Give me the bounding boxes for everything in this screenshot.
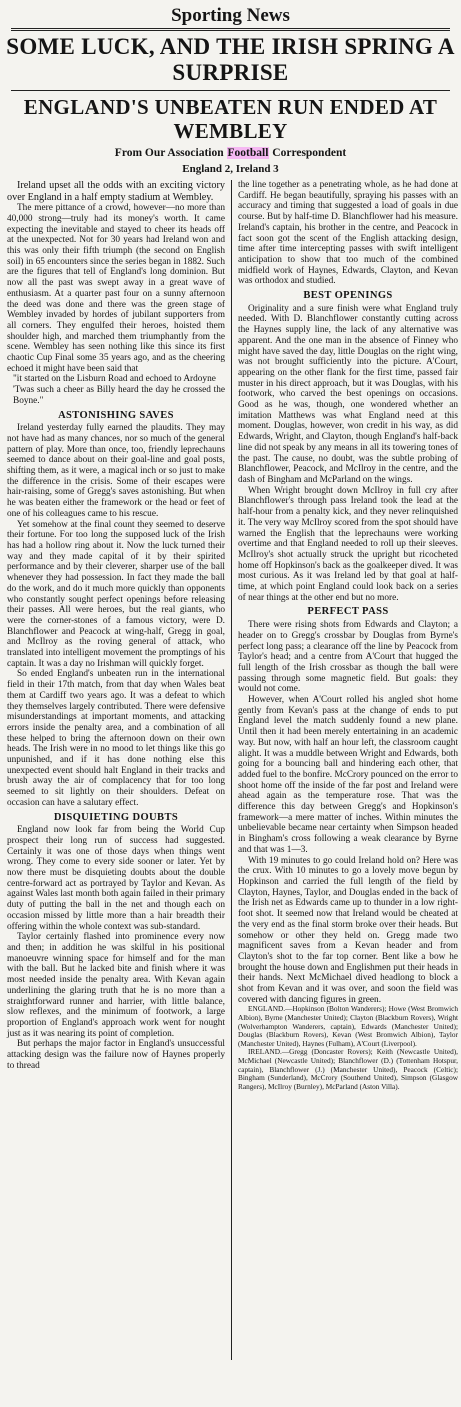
headline-rule — [11, 90, 450, 91]
byline — [5, 146, 456, 161]
byline-prefix: From Our Association — [114, 147, 227, 159]
article-paragraph: There were rising shots from Edwards and Clayton; a header on to Gregg's crossbar by Douglas from Byrne's perfect long pass; a clearance off the line by Peacock from Taylor's head; and a centre from A'Court that hugged the full length of the Irish crossbar as though the ball were passing through some magnetic field. But goals: they would not come. — [238, 620, 458, 695]
team-lineup: IRELAND.—Gregg (Doncaster Rovers); Keith (Newcastle United), McMichael (Newcastle United); Blanchflower (D.) (Tottenham Hotspur, captain), Blanchflower (J.) (Manchester United), Peacock (Celtic); Bingham (Sunderland), McCrory (Southend United), Simpson (Glasgow Rangers), McIlroy (Burnley), McParland (Aston Villa). — [238, 1047, 458, 1091]
article-paragraph: But perhaps the major factor in England's unsuccessful attacking design was the failure now of Haynes properly to thread — [7, 1039, 225, 1071]
left-column — [7, 180, 225, 1071]
column-divider — [231, 180, 232, 1360]
article-paragraph: Ireland yesterday fully earned the plaudits. They may not have had as many chances, nor so much of the general pattern of play. More than once, too, friendly leprechauns seemed to dance about on their goal-line and goal posts, shifting them, as it were, a magical inch or so just to make the difference in the crisis. Some of their escapes were hair-raising, some of Gregg's saves astonishing. But when he was beaten either the framework or the head or feet of one of his colleagues came to his rescue. — [7, 423, 225, 519]
section-subheading: DISQUIETING DOUBTS — [53, 811, 179, 823]
article-paragraph: So ended England's unbeaten run in the international field in their 17th match, from that day when Wales beat them at Cardiff two years ago. It was a defeat to which they themselves largely contributed. There were defensive misunderstandings at important moments, and attacking errors inside the penalty area, and a combination of all these helped to bring the afternoon down on their own heads. The Irish were in no mood to let things like this go unpunished, and if it has done nothing else this unexpected event should halt England in their tracks and brush away the air of complacency that for too long seemed to sit lightly on their shoulders. Defeat on occasion can have a salutary effect. — [7, 669, 225, 808]
section-label: Sporting News — [171, 5, 290, 26]
header-rule — [11, 28, 450, 31]
match-score: England 2, Ireland 3 — [182, 163, 279, 175]
verse-line: 'Twas such a cheer as Billy heard the day he crossed the Boyne." — [13, 385, 225, 406]
sub-headline: ENGLAND'S UNBEATEN RUN ENDED AT WEMBLEY — [23, 95, 438, 143]
article-paragraph: Taylor certainly flashed into prominence every now and then; in addition he was skilful in his positional manoeuvre winning space for himself and for the man with the ball. But he lacked bite and finish where it was most needed inside the penalty area. With Kevan again underlining the glaring truth that he is no more than a straightforward runner and harrier, with little balance, slow reflexes, and the minimum of footwork, a large proportion of England's approach work went for nought just as it was nearing its point of completion. — [7, 932, 225, 1039]
right-column — [238, 180, 458, 1091]
article-paragraph: The mere pittance of a crowd, however—no more than 40,000 strong—truly had its money's worth. It came expecting the inevitable and stayed to cheer its heads off at the unexpected. Not for 30 years had Ireland won and this was only their fifth triumph (the second on English soil) in 65 encounters since the series began in 1882. Such are the figures that tell of England's long dominion. But now all the past was swept away in a great wave of enthusiasm. At a quarter past four on a sunny afternoon the deed was done and there was the green stage of Wembley invaded by hordes of jubilant supporters from all corners. They engulfed their heroes, hoisted them shoulder high, and marched them triumphantly from the scene. Wembley has seen nothing like this since its first chaotic Cup Final some 35 years ago, and as the cheering echoed it might have been said that — [7, 203, 225, 374]
section-subheading: PERFECT PASS — [307, 606, 389, 618]
main-headline: SOME LUCK, AND THE IRISH SPRING A SURPRISE — [6, 34, 455, 85]
article-paragraph: the line together as a penetrating whole, as he had done at Cardiff. He began beautifully, spraying his passes with an accuracy and timing that suggested a load of goals in due course. But by half-time D. Blanchflower had his measure. Ireland's captain, his brother in the centre, and Peacock in fact soon got the scent of the English attacking design, time after time intercepting passes with swift intelligent anticipation to show that too much of the combined midfield work of Haynes, Edwards, Clayton, and Kevan was orthodox and studied. — [238, 180, 458, 287]
team-lineup: ENGLAND.—Hopkinson (Bolton Wanderers); Howe (West Bromwich Albion), Byrne (Manchester United); Clayton (Blackburn Rovers), Wright (Wolverhampton Wanderers, captain), Edwards (Manchester United); Douglas (Blackburn Rovers), Kevan (West Bromwich Albion), Taylor (Manchester United), Haynes (Fulham), A'Court (Liverpool). — [238, 1004, 458, 1048]
article-paragraph: Originality and a sure finish were what England truly needed. With D. Blanchflower constantly cutting across the Haynes supply line, the lack of any alternative was apparent. And the one man in the absence of Finney who might have saved the day, little Douglas on the right wing, was not brought sufficiently into the picture. A'Court, appearing on the other flank for the first time, passed fair muster in his direct approach, but it was Douglas, with his footwork, who carved the best openings on occasions. Good as he was, though, one wondered whether an imitation Matthews was what England need at this moment. Douglas, however, won credit in his way, as did Edwards, Wright, and Clayton, though England's half-back line did not speak by any means in all its towering tones of the past. The cause, no doubt, was the subtle probing of Blanchflower, Peacock, and McIlroy in the centre, and the dash of Bingham and McParland on the wings. — [238, 303, 458, 485]
highlighted-word: Football — [227, 147, 269, 159]
byline-suffix: Correspondent — [269, 147, 347, 159]
article-body — [5, 180, 456, 1360]
article-paragraph: With 19 minutes to go could Ireland hold on? Here was the crux. With 10 minutes to go a lovely move begun by Hopkinson and carried the full length of the field by Clayton, Haynes, Taylor, and Douglas ended in the back of the Irish net as Edwards came up to thunder in a low right-foot shot. It seemed now that Ireland would be cheated at the very end as the final storm broke over their heads. But somehow or other they held on. Gregg made two magnificent saves from a Kevan header and from Clayton's shot to the far top corner. Bent like a bow he brought the house down and Englishmen put their heads in their hands. Next McMichael dived headlong to block a shot from Kevan and it was over, and soon the field was covered with dancing figures in green. — [238, 855, 458, 1005]
article-paragraph: Yet somehow at the final count they seemed to deserve their fortune. For too long the supposed luck of the Irish has had a hollow ring about it. Now the luck turned their way and they made capital of it by their spirited performance and by their cleverer, sharper use of the ball whenever they had possession. In fact they made the ball do the work, and do it much more quickly than opponents who constantly sought perfect openings before releasing their passes. All were heroes, but the real giants, who were the corner-stones of a famous victory, were D. Blanchflower and Peacock at wing-half, Gregg in goal, and McIlroy as the roving general of attack, who translated into intelligent movement the promptings of his captain. It was a day no Irishman will quickly forget. — [7, 519, 225, 669]
lead-paragraph: Ireland upset all the odds with an exciting victory over England in a half empty stadium at Wembley. — [7, 180, 225, 203]
article-paragraph: When Wright brought down McIlroy in full cry after Blanchflower's through pass Ireland took the lead at the half-hour from a penalty kick, and they never relinquished it. The very way McIlroy scored from the spot should have warned the English that the leprechauns were working overtime and that England needed to roll up their sleeves. McIlroy's shot actually struck the upright but ricocheted home off Hopkinson's back as the goalkeeper dived. It was most curious. As it was Ireland led by that goal at half-time, at which point England could look back on a series of near things at the other end but no more. — [238, 485, 458, 603]
section-subheading: ASTONISHING SAVES — [58, 409, 174, 421]
article-paragraph: England now look far from being the World Cup prospect their long run of success had suggested. Certainly it was one of those days when things went wrong. They come to every side sooner or later. Yet by now there must be disquieting doubts about the double centre-forward act as portrayed by Taylor and Kevan. As against Wales last month both again failed in their primary duty of putting the ball in the net and though each on occasion missed by little more than a hair breadth their offering within the whole context was sub-standard. — [7, 825, 225, 932]
verse-line: "it started on the Lisburn Road and echoed to Ardoyne — [13, 374, 216, 385]
section-subheading: BEST OPENINGS — [303, 290, 393, 302]
article-paragraph: However, when A'Court rolled his angled shot home gently from Kevan's pass at the change of ends to put England level the match suddenly found a new plane. Until then it had been merely entertaining in an academic way. But now, with half an hour left, the classroom caught alight. It was a muddle between Wright and Edwards, both going for a bouncing ball and hindering each other, that added fuel to the bonfire. McCrory pounced on the error to shoot home off the inside of the far post and Ireland were ahead again as the temperature rose. That was the difference this day between Gregg's and Hopkinson's framework—a mere matter of inches. Within minutes the unbelievable became near certainty when Simpson headed in Bingham's cross following a weak clearance by Byrne and that was 1—3. — [238, 695, 458, 855]
